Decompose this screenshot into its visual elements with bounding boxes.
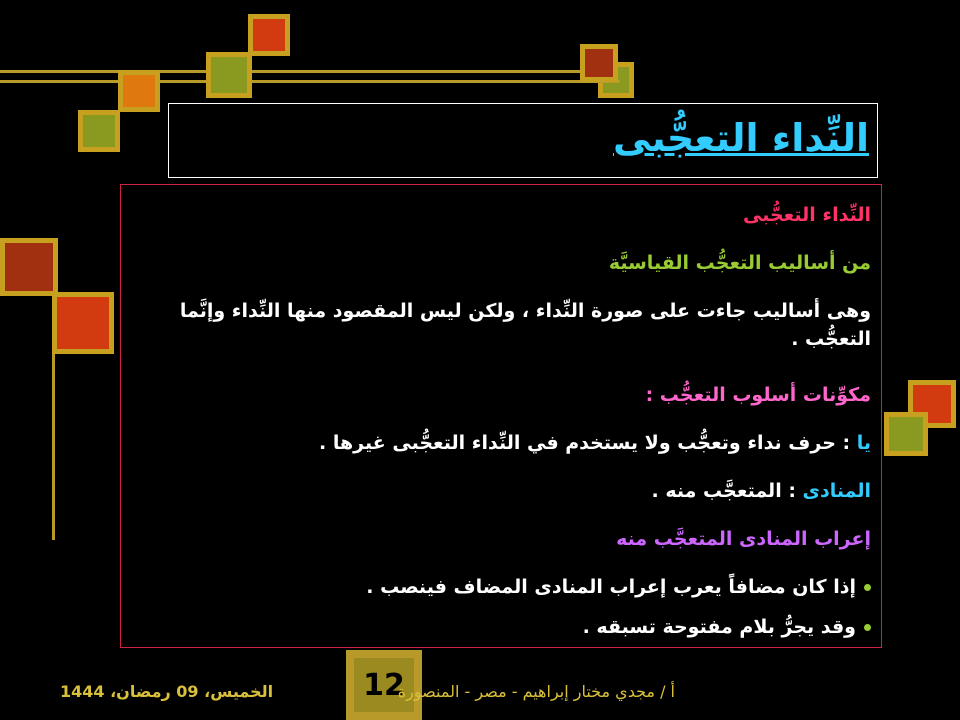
decor-square bbox=[248, 14, 290, 56]
decor-line-top-2 bbox=[0, 80, 620, 83]
footer-author: أ / مجدي مختار إبراهيم - مصر - المنصورة bbox=[397, 682, 675, 701]
content-box bbox=[120, 184, 882, 648]
decor-line-top-1 bbox=[0, 70, 600, 73]
title-box bbox=[168, 103, 878, 178]
decor-square bbox=[78, 110, 120, 152]
content-line: النِّداء التعجُّبى bbox=[742, 204, 871, 226]
keyword: المنادى bbox=[802, 480, 871, 502]
decor-square bbox=[206, 52, 252, 98]
line-text: : حرف نداء وتعجُّب ولا يستخدم في النِّداء التعجُّبى غيرها . bbox=[319, 432, 857, 454]
decor-square bbox=[884, 412, 928, 456]
line-text: وقد يجرُّ بلام مفتوحة تسبقه . bbox=[582, 616, 856, 638]
content-line: وهى أساليب جاءت على صورة النِّداء ، ولكن ليس المقصود منها النِّداء وإنَّما التعجُّب . bbox=[179, 300, 871, 350]
line-text: إذا كان مضافاً يعرب إعراب المنادى المضاف فينصب . bbox=[366, 576, 856, 598]
bullet-item bbox=[131, 613, 871, 641]
bullet-icon bbox=[864, 624, 871, 631]
slide-title: النِّداء التعجُّبى bbox=[612, 116, 869, 160]
bullet-item bbox=[131, 573, 871, 601]
content-line bbox=[131, 429, 871, 457]
content-line: إعراب المنادى المتعجَّب منه bbox=[616, 528, 871, 550]
content-line: من أساليب التعجُّب القياسيَّة bbox=[608, 252, 871, 274]
line-text: : المتعجَّب منه . bbox=[651, 480, 803, 502]
decor-square bbox=[52, 292, 114, 354]
keyword: يا bbox=[856, 432, 871, 454]
content-line: مكوِّنات أسلوب التعجُّب : bbox=[645, 384, 871, 406]
page-number: 12 bbox=[363, 668, 405, 703]
decor-square bbox=[118, 70, 160, 112]
footer-date: الخميس، 09 رمضان، 1444 bbox=[60, 682, 274, 701]
content-line bbox=[131, 477, 871, 505]
decor-square bbox=[0, 238, 58, 296]
decor-square bbox=[580, 44, 618, 82]
bullet-icon bbox=[864, 584, 871, 591]
